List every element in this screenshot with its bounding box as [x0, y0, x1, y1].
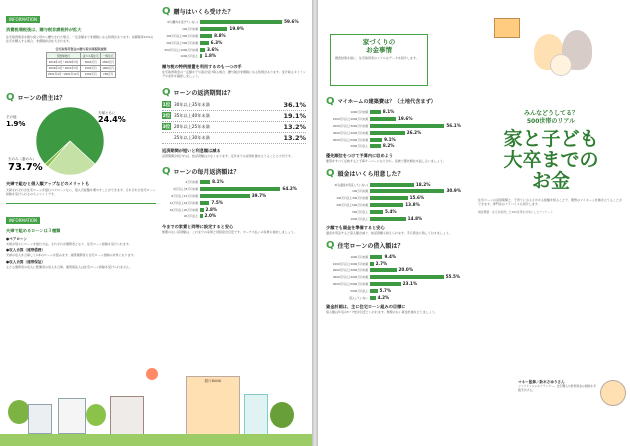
bar-row [162, 53, 306, 60]
bar-track [370, 138, 472, 142]
rank-number: 2位 [162, 113, 171, 119]
loan-bar-chart [326, 253, 472, 301]
bar-fill [200, 201, 209, 205]
tree-icon [8, 400, 30, 424]
bar-label: 2000万円以上3000万円未満 [332, 268, 368, 273]
bar-label: 16万円以上20万円未満 [169, 207, 198, 212]
table-cell: 2021年4月〜2021年12月 [46, 71, 81, 77]
question-text: ローンの借主は？ [17, 94, 66, 102]
question-text: 贈与はいくら受けた？ [173, 9, 234, 16]
table-header: 省エネ等住宅 [81, 53, 100, 59]
bar-track [370, 275, 472, 279]
downpayment-bar-chart [326, 181, 472, 222]
note-body: 借入額は年収の5〜7倍が目安といわれます。無理のない資金計画を立てましょう。 [326, 309, 438, 314]
bar-value: 64.2% [282, 186, 297, 192]
question-text: ローンの毎月返済額は？ [173, 169, 240, 176]
question-loan-borrower [6, 92, 156, 103]
bar-track [200, 54, 306, 58]
bar-label: 3000万円以上4000万円未満 [332, 275, 368, 280]
bar-row [162, 213, 306, 220]
note-heading: 返済期間が短いと利息額は減る [162, 147, 221, 153]
rank-label: 30年以上35年未満 [174, 101, 210, 107]
bar-track [370, 124, 472, 128]
bar-track [370, 255, 472, 259]
table-cell: 2020年4月〜2021年3月 [46, 65, 81, 71]
bar-label: 0円(贈与を受けていない) [167, 20, 198, 25]
bank-sign: 銀行BANK [204, 379, 222, 383]
pie-label: 夫のみ（妻のみ） [8, 156, 36, 161]
table-cell: 3000万円 [81, 59, 100, 65]
bar-label: 1000万円未満 [350, 110, 368, 115]
bar-track [370, 217, 472, 221]
q-icon: Q [326, 240, 335, 252]
bar-row [326, 260, 472, 267]
bar-track [370, 110, 472, 114]
bar-fill [370, 138, 382, 142]
advisor-name: マネー監修／鈴木さゆりさん [518, 380, 565, 384]
q-icon: Q [6, 91, 15, 103]
bar-value: 39.7% [251, 192, 267, 198]
bar-label: 4万円未満 [185, 180, 198, 185]
bar-label: 20万円以上 [183, 214, 198, 219]
right-charts-column [326, 96, 472, 314]
bar-value: 6.3% [210, 39, 223, 45]
intro-box [330, 34, 428, 86]
bar-label: 1000万円以上 [180, 54, 198, 59]
bar-row [326, 123, 472, 130]
bar-fill [370, 210, 383, 214]
bar-label: 2000万円以上3000万円未満 [332, 123, 368, 128]
bar-value: 4.2% [377, 294, 390, 300]
bar-row [326, 136, 472, 143]
bar-label: 1000万円以上2000万円未満 [332, 117, 368, 122]
bar-track [370, 196, 472, 200]
bar-fill [200, 187, 280, 191]
bar-label: 1000万円以上 [350, 216, 368, 221]
bar-value: 1.8% [204, 53, 217, 59]
house-icon [58, 398, 86, 434]
q-icon: Q [326, 96, 335, 107]
question-downpayment [326, 168, 472, 179]
bar-value: 3.6% [206, 46, 219, 52]
bar-fill [370, 217, 406, 221]
bar-track [370, 210, 472, 214]
rank-value: 19.1% [283, 111, 306, 120]
left-page [0, 0, 312, 446]
question-gift [162, 6, 306, 17]
house-icon [244, 394, 268, 436]
bar-value: 8.8% [214, 32, 226, 38]
advisor-bio: ファイナンシャルプランナー。住宅購入や教育資金の相談を多数手がける。 [518, 384, 596, 392]
bar-row [162, 186, 306, 193]
bar-fill [370, 275, 444, 279]
house-icon [28, 404, 52, 434]
pie-value: 1.9% [6, 119, 26, 128]
bar-value: 2.0% [204, 213, 217, 219]
bar-row [162, 199, 306, 206]
bar-label: 1000万円以上2000万円未満 [332, 261, 368, 266]
bar-value: 23.1% [402, 280, 418, 286]
bar-row [162, 46, 306, 53]
question-term [162, 87, 306, 98]
bar-fill [370, 289, 378, 293]
bar-track [370, 262, 472, 266]
q-icon: Q [162, 86, 171, 98]
bar-label: 100万円未満 [182, 27, 198, 32]
bar-track [200, 27, 306, 31]
bar-track [370, 289, 472, 293]
bar-value: 56.1% [446, 122, 461, 128]
info-heading: 消費税増税後は、贈与税非課税枠が拡大 [6, 27, 82, 32]
bar-row [326, 281, 472, 288]
table-cell: 2500万円 [100, 59, 116, 65]
note-heading: 今までの家賃と同等に設定すると安心 [162, 223, 234, 229]
bar-value: 30.9% [446, 188, 462, 194]
bar-row [162, 19, 306, 26]
rank-label: 25年以上30年未満 [174, 134, 210, 140]
bar-value: 2.7% [375, 260, 388, 266]
question-text: 住宅ローンの借入額は？ [337, 243, 404, 251]
rank-value: 13.2% [283, 122, 306, 131]
bar-row [326, 195, 472, 202]
gift-tax-table [46, 52, 117, 78]
note-body: 要望をすべて反映すると予算オーバーになりがち。家族で優先順位を話し合いましょう。 [326, 158, 446, 163]
bar-track [200, 41, 306, 45]
bar-fill [200, 214, 203, 218]
bar-track [370, 183, 472, 187]
bar-value: 13.8% [405, 201, 420, 207]
info-item-body: 主たる債務者の収入に配偶者の収入を合算。連帯保証人は住宅ローン控除を受けられません。 [6, 264, 133, 269]
bar-value: 19.6% [397, 116, 413, 122]
bar-value: 20.0% [398, 267, 414, 273]
bar-track [370, 296, 472, 300]
rank-row [162, 122, 306, 133]
bar-track [200, 180, 306, 184]
right-page [318, 0, 630, 446]
bar-fill [200, 54, 202, 58]
bar-row [162, 206, 306, 213]
note-heading: 優先順位をつけて予算内に収めよう [326, 152, 394, 158]
bar-row [326, 143, 472, 150]
bar-label: 500万円以上1000万円未満 [164, 47, 198, 52]
budget-bar-chart [326, 109, 472, 150]
term-ranking [162, 100, 306, 144]
bar-fill [200, 20, 282, 24]
table-row [46, 71, 116, 77]
bar-track [370, 268, 472, 272]
pie-value: 24.4% [98, 114, 126, 124]
bar-fill [370, 131, 405, 135]
advisor-avatar [600, 380, 626, 406]
bar-track [200, 214, 306, 218]
intro-box-body: 調査結果を基に、住宅取得者のリアルなデータを紹介します。 [335, 56, 419, 60]
bar-track [370, 131, 472, 135]
pie-value: 73.7% [8, 161, 43, 173]
bar-value: 8.1% [382, 109, 395, 115]
intro-box-title: 家づくりの お金事情 [362, 38, 396, 54]
ground [0, 434, 312, 446]
rank-row [162, 100, 306, 111]
bar-fill [370, 117, 396, 121]
bar-fill [370, 144, 381, 148]
pie-area [6, 105, 156, 177]
note-body: 頭金を用意すると借入額が減り、総返済額も抑えられます。手元資金も残しておきましょう。 [326, 230, 452, 235]
tree-icon [270, 402, 294, 428]
question-text: 頭金はいくら用意した？ [337, 171, 404, 179]
bar-fill [200, 34, 212, 38]
bar-track [370, 189, 472, 193]
bar-fill [370, 110, 381, 114]
info-tag: INFORMATION [6, 16, 40, 23]
question-monthly [162, 166, 306, 177]
headline-title: 家と子ども 大卒までの お金 [503, 128, 599, 192]
bar-track [200, 34, 306, 38]
bar-track [370, 282, 472, 286]
bar-row [162, 26, 306, 33]
table-title: 住宅取得等資金の贈与税非課税限度額 [55, 46, 107, 51]
q-icon: Q [162, 166, 171, 177]
headline-lead: みんなどうしてる？ 500世帯のリアル [523, 110, 578, 125]
note-body: 夫婦それぞれが住宅ローンを組むペアローンなら、借入可能額を増やすことができます。それぞれが住宅ローン控除を受けられるのもメリットです。 [6, 187, 156, 197]
bar-row [326, 267, 472, 274]
bar-fill [370, 296, 376, 300]
q-icon: Q [326, 168, 335, 180]
bar-label: 4000万円以上5000万円未満 [332, 281, 368, 286]
bar-fill [370, 203, 403, 207]
bar-label: 100万円未満 [352, 189, 368, 194]
table-cell: 1000万円 [100, 65, 116, 71]
bar-label: 借入していない [349, 295, 368, 300]
bar-value: 8.2% [382, 143, 395, 149]
bar-value: 8.1% [212, 179, 224, 185]
note-heading: 資金計画は、主に住宅ローン組みの目標に [326, 303, 406, 309]
bar-fill [200, 48, 205, 52]
bar-track [200, 48, 306, 52]
bar-row [326, 274, 472, 281]
headline-description: 住宅ローンの返済期間と、子育てにおよそかかる総額を知ることで、理想のマイホーム計画を立てることができます。専門家のアドバイスも紹介します。 [478, 198, 622, 207]
note-heading: 少額でも頭金を準備すると安心 [326, 224, 385, 230]
table-cell: 700万円 [100, 71, 116, 77]
bar-value: 19.9% [229, 26, 244, 32]
bar-track [200, 208, 306, 212]
bar-value: 5.7% [379, 287, 392, 293]
table-cell: 1500万円 [81, 65, 100, 71]
bar-track [370, 117, 472, 121]
gift-bar-chart [162, 19, 306, 60]
bar-row [326, 188, 472, 195]
question-budget [326, 96, 472, 107]
bar-value: 26.2% [406, 129, 422, 135]
bar-value: 2.8% [205, 206, 218, 212]
bar-fill [200, 41, 209, 45]
bar-fill [370, 124, 444, 128]
bar-fill [370, 255, 382, 259]
bar-value: 14.8% [407, 215, 423, 221]
bar-label: 300万円以上500万円未満 [336, 202, 368, 207]
house-icon [110, 396, 144, 436]
left-column [6, 6, 156, 269]
bar-label: 12万円以上16万円未満 [169, 200, 198, 205]
town-illustration [0, 380, 312, 446]
bar-fill [370, 282, 401, 286]
bank-building-icon [186, 376, 240, 436]
note-body: 住宅取得資金の一定額を子や孫が受け取る場合、贈与税が非課税になる特例があります。受け取るタイミングや条件を確認しましょう。 [162, 69, 306, 79]
bar-row [326, 294, 472, 301]
bar-row [326, 208, 472, 215]
table-header: 契約締結日 [46, 53, 81, 59]
info-item-title: ●収入合算（連帯保証） [6, 259, 46, 264]
rank-value: 36.1% [283, 100, 306, 109]
rank-number: 3位 [162, 124, 171, 130]
bar-fill [370, 262, 374, 266]
bar-label: 0円(頭金を用意していない) [334, 182, 368, 187]
bar-fill [200, 27, 227, 31]
bar-fill [200, 180, 210, 184]
monthly-bar-chart [162, 179, 306, 220]
bar-row [162, 193, 306, 200]
bar-row [326, 215, 472, 222]
tree-icon [86, 404, 106, 426]
rank-row [162, 133, 306, 144]
bar-label: 3000万円以上4000万円未満 [332, 130, 368, 135]
bar-value: 15.6% [409, 195, 425, 201]
question-text: マイホームの建築費は？（土地代含まず） [337, 99, 436, 105]
bar-fill [370, 189, 444, 193]
rank-number [162, 134, 171, 141]
bar-row [326, 253, 472, 260]
survey-source: 調査概要：住宅を取得した500世帯を対象にしたアンケート [478, 209, 554, 214]
bar-row [162, 179, 306, 186]
note-body: 無理のない返済額は、これまでの家賃と同程度が目安です。ボーナス払いの有無も検討しましょう。 [162, 229, 297, 234]
rank-number: 1位 [162, 102, 171, 108]
bar-row [326, 116, 472, 123]
child-figure [550, 54, 572, 76]
family-illustration [478, 4, 618, 100]
bar-value: 7.5% [211, 199, 224, 205]
house-icon [494, 18, 520, 38]
advisor-block [518, 380, 626, 406]
info-heading: 夫婦で組めるローンは３種類 [6, 227, 61, 233]
bar-value: 9.1% [384, 136, 396, 142]
bar-track [200, 201, 306, 205]
sun-icon [146, 368, 158, 380]
bar-row [162, 33, 306, 40]
bar-label: 5000万円以上 [350, 144, 368, 149]
bar-label: 4000万円以上5000万円未満 [332, 137, 368, 142]
bar-row [326, 287, 472, 294]
pie-label: その他 [6, 114, 17, 119]
bar-track [370, 144, 472, 148]
bar-fill [370, 196, 408, 200]
bar-row [326, 181, 472, 188]
bar-label: 8万円以上12万円未満 [171, 193, 198, 198]
table-header: 一般住宅 [100, 53, 116, 59]
bar-value: 9.4% [384, 253, 397, 259]
bar-label: 100万円以上300万円未満 [336, 196, 368, 201]
bar-row [326, 202, 472, 209]
bar-label: 4万円以上8万円未満 [173, 187, 198, 192]
table-cell: 2019年4月〜2020年3月 [46, 59, 81, 65]
bar-fill [200, 194, 250, 198]
note-heading: 贈与税の特例措置を利用するのも一つの手 [162, 63, 242, 69]
bar-row [326, 109, 472, 116]
bar-label: 500万円以上 [352, 209, 368, 214]
question-loan-amount [326, 240, 472, 251]
bar-value: 59.6% [284, 19, 299, 25]
bar-track [370, 203, 472, 207]
info-box-2 [6, 203, 156, 269]
q-icon: Q [162, 6, 171, 17]
info-tag: INFORMATION [6, 217, 40, 224]
bar-value: 5.4% [385, 208, 397, 214]
rank-value: 13.2% [283, 133, 306, 142]
bar-value: 18.2% [415, 181, 431, 187]
note-heading: 夫婦で組むと借入額アップなどのメリットも [6, 180, 90, 186]
bar-row [162, 39, 306, 46]
info-item-title: ●収入合算（連帯債務） [6, 248, 46, 253]
right-column [162, 6, 306, 234]
bar-track [200, 194, 306, 198]
bar-label: 300万円以上500万円未満 [166, 40, 198, 45]
rank-row [162, 111, 306, 122]
bar-fill [370, 183, 414, 187]
bar-label: 5000万円以上 [350, 288, 368, 293]
bar-fill [200, 208, 204, 212]
rank-label: 20年以上25年未満 [174, 123, 210, 129]
info-item-body: 夫婦の収入を合算して1本のローンを組みます。連帯債務者も住宅ローン控除の対象になります。 [6, 253, 137, 258]
info-body: 住宅取得資金を親や祖父母から贈与された場合、一定金額まで非課税になる特例があります。消費税率10%の住宅を購入する場合、非課税枠が拡大されます。 [6, 35, 154, 44]
bar-label: 1000万円未満 [350, 254, 368, 259]
rank-label: 35年以上40年未満 [174, 112, 210, 118]
bar-row [326, 129, 472, 136]
pie-chart [34, 105, 106, 177]
table-cell: 1200万円 [81, 71, 100, 77]
bar-fill [370, 268, 397, 272]
bar-track [200, 20, 306, 24]
note-body: 返済期間が短ければ、総返済額は少なくなります。定年までの返済計画を立てることも大切です。 [162, 153, 294, 158]
bar-label: 100万円以上300万円未満 [166, 33, 198, 38]
bar-value: 55.5% [445, 274, 461, 280]
info-item-title: ●ペアローン [6, 236, 28, 241]
question-text: ローンの返済期間は？ [173, 89, 234, 97]
bar-track [200, 187, 306, 191]
pie-label: 夫婦ともに [98, 110, 116, 115]
info-item-body: 夫婦が別々にローンを組む方法。それぞれが債務者となり、住宅ローン控除を受けられます。 [6, 241, 132, 246]
headline-block [478, 110, 624, 214]
